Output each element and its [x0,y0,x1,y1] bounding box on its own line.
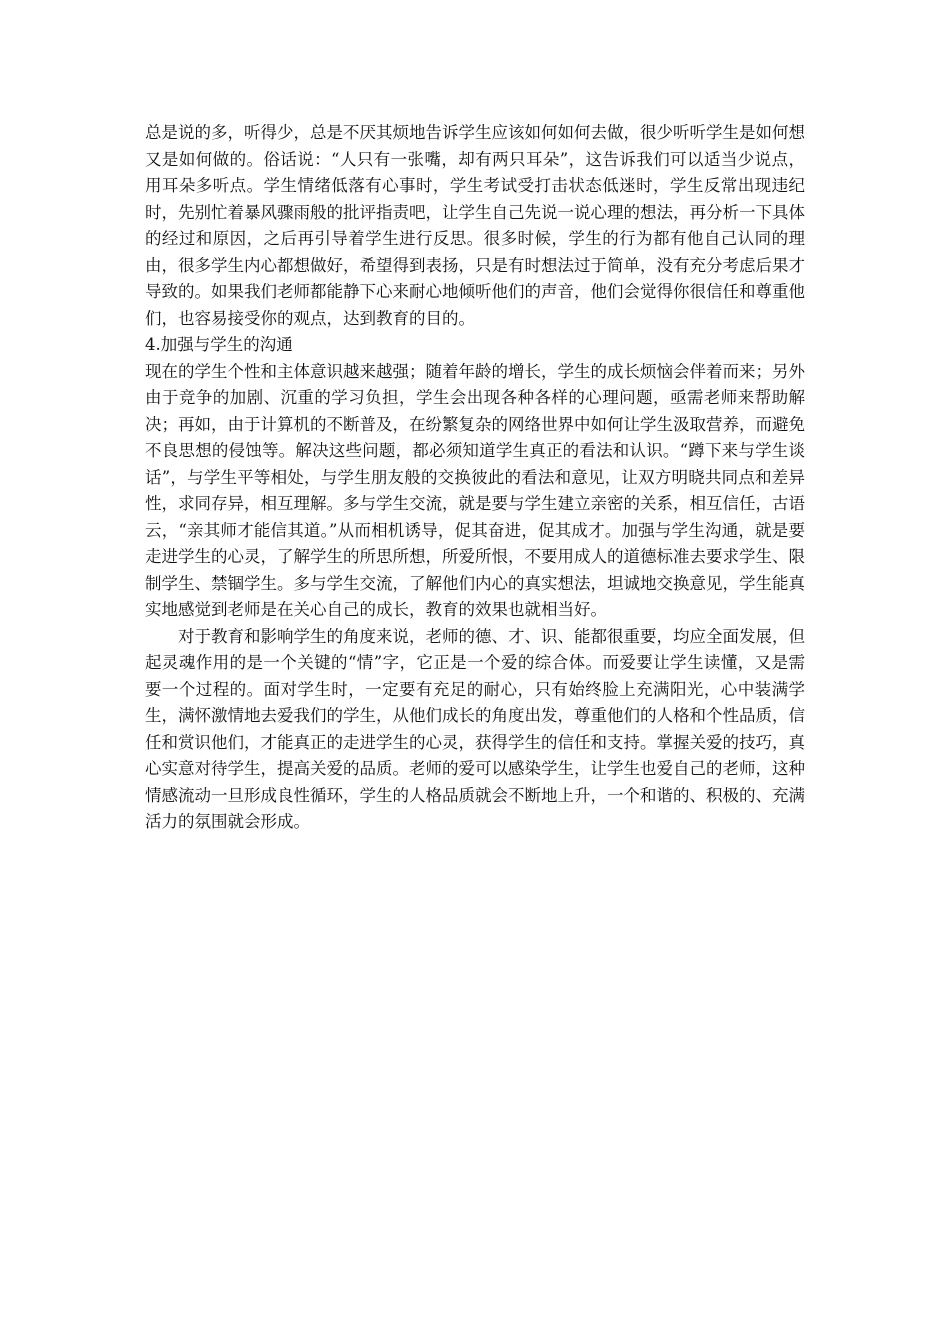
paragraph-love: 对于教育和影响学生的角度来说，老师的德、才、识、能都很重要，均应全面发展，但起灵魂作用的是一个关键的“情”字，它正是一个爱的综合体。而爱要让学生读懂，又是需要一个过程的。面对学生时，一定要有充足的耐心，只有始终脸上充满阳光，心中装满学生，满怀激情地去爱我们的学生，从他们成长的角度出发，尊重他们的人格和个性品质，信任和赏识他们，才能真正的走进学生的心灵，获得学生的信任和支持。掌握关爱的技巧，真心实意对待学生，提高关爱的品质。老师的爱可以感染学生，让学生也爱自己的老师，这种情感流动一旦形成良性循环，学生的人格品质就会不断地上升，一个和谐的、积极的、充满活力的氛围就会形成。 [145,626,805,831]
document-body [145,120,805,836]
section-heading-communication: 4.加强与学生的沟通 [145,335,293,354]
paragraph-communication: 现在的学生个性和主体意识越来越强；随着年龄的增长，学生的成长烦恼会伴着而来；另外由于竞争的加剧、沉重的学习负担，学生会出现各种各样的心理问题，亟需老师来帮助解决；再如，由于计算机的不断普及，在纷繁复杂的网络世界中如何让学生汲取营养，而避免不良思想的侵蚀等。解决这些问题，都必须知道学生真正的看法和认识。“蹲下来与学生谈话”，与学生平等相处，与学生朋友般的交换彼此的看法和意见，让双方明晓共同点和差异性，求同存异，相互理解。多与学生交流，就是要与学生建立亲密的关系，相互信任，古语云，“亲其师才能信其道。”从而相机诱导，促其奋进，促其成才。加强与学生沟通，就是要走进学生的心灵，了解学生的所思所想，所爱所恨，不要用成人的道德标准去要求学生、限制学生、禁锢学生。多与学生交流，了解他们内心的真实想法，坦诚地交换意见，学生能真实地感觉到老师是在关心自己的成长，教育的效果也就相当好。 [145,361,805,619]
paragraph-listening: 总是说的多，听得少，总是不厌其烦地告诉学生应该如何如何去做，很少听听学生是如何想又是如何做的。俗话说：“人只有一张嘴，却有两只耳朵”，这告诉我们可以适当少说点，用耳朵多听点。学生情绪低落有心事时，学生考试受打击状态低迷时，学生反常出现违纪时，先别忙着暴风骤雨般的批评指责吧，让学生自己先说一说心理的想法，再分析一下具体的经过和原因，之后再引导着学生进行反思。很多时候，学生的行为都有他自己认同的理由，很多学生内心都想做好，希望得到表扬，只是有时想法过于简单，没有充分考虑后果才导致的。如果我们老师都能静下心来耐心地倾听他们的声音，他们会觉得你很信任和尊重他们，也容易接受你的观点，达到教育的目的。 [145,123,805,328]
